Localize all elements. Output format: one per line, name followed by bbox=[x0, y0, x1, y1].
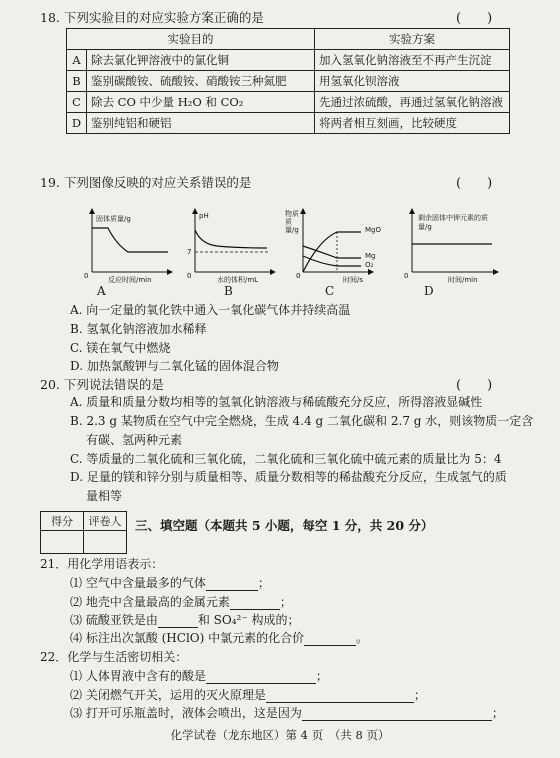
table-row: D 鉴别纯铝和硬铝 将两者相互刻画，比较硬度 bbox=[67, 113, 510, 134]
answer-blank[interactable] bbox=[230, 609, 280, 610]
graph-c: 物质质量/g MgO Mg O₂ 0 时间/s bbox=[285, 208, 395, 292]
grader-cell[interactable] bbox=[84, 531, 127, 554]
table-row: A 除去氯化钾溶液中的氯化铜 加入氢氧化钠溶液至不再产生沉淀 bbox=[67, 50, 510, 71]
graph-b-curve bbox=[195, 230, 267, 248]
graph-c-svg bbox=[285, 208, 395, 288]
q20-option-b: B. 2.3 g 某物质在空气中完全燃烧，生成 4.4 g 二氧化碳和 2.7 g 水，则该物质一定含 bbox=[70, 414, 534, 428]
score-cell[interactable] bbox=[41, 531, 84, 554]
graph-b-letter: B bbox=[224, 284, 233, 298]
q19-option-b: B. 氢氧化钠溶液加水稀释 bbox=[70, 322, 207, 336]
q19-stem: 19. 下列图像反映的对应关系错误的是 bbox=[40, 175, 252, 190]
q20-option-b-cont: 有碳、氢两种元素 bbox=[86, 433, 183, 447]
q22-item-3: ⑶ 打开可乐瓶盖时，液体会喷出，这是因为 ； bbox=[70, 706, 504, 720]
answer-blank[interactable] bbox=[302, 720, 492, 721]
answer-blank[interactable] bbox=[206, 683, 316, 684]
q19-option-c: C. 镁在氧气中燃烧 bbox=[70, 341, 171, 355]
q20-option-d: D. 足量的镁和锌分别与质量相等、质量分数相等的稀盐酸充分反应，生成氢气的质 bbox=[70, 470, 507, 484]
q21-item-4: ⑷ 标注出次氯酸 (HClO) 中氯元素的化合价 。 bbox=[70, 631, 369, 645]
q19-paren: ( ) bbox=[456, 176, 493, 191]
q18-table bbox=[66, 28, 510, 134]
table-header-purpose: 实验目的 bbox=[67, 29, 315, 50]
q20-option-d-cont: 量相等 bbox=[86, 489, 123, 503]
graph-d: 剩余固体中钾元素的质量/g 0 时间/min bbox=[404, 208, 504, 292]
q21-stem: 21．用化学用语表示： bbox=[40, 557, 164, 571]
score-label: 得分 bbox=[41, 512, 84, 531]
graph-d-letter: D bbox=[424, 284, 434, 298]
answer-blank[interactable] bbox=[304, 645, 356, 646]
q21-item-2: ⑵ 地壳中含量最高的金属元素 ； bbox=[70, 595, 292, 609]
q19-option-d: D. 加热氯酸钾与二氧化锰的固体混合物 bbox=[70, 359, 279, 373]
q20-option-a: A. 质量和质量分数均相等的氢氧化钠溶液与稀硫酸充分反应，所得溶液显碱性 bbox=[70, 395, 483, 409]
score-box bbox=[40, 511, 127, 554]
q20-stem: 20. 下列说法错误的是 bbox=[40, 377, 164, 392]
q21-item-1: ⑴ 空气中含量最多的气体 ； bbox=[70, 576, 270, 590]
table-header-plan: 实验方案 bbox=[315, 29, 510, 50]
page-footer: 化学试卷（龙东地区）第 4 页 （共 8 页） bbox=[170, 728, 390, 742]
graph-a-letter: A bbox=[97, 284, 106, 298]
q18-stem: 18. 下列实验目的对应实验方案正确的是 bbox=[40, 10, 264, 25]
q19-option-a: A. 向一定量的氧化铁中通入一氧化碳气体并持续高温 bbox=[70, 303, 351, 317]
answer-blank[interactable] bbox=[158, 627, 198, 628]
graph-a: 固体质量/g 0 反应时间/min bbox=[84, 208, 174, 292]
answer-blank[interactable] bbox=[266, 702, 414, 703]
q22-stem: 22．化学与生活密切相关： bbox=[40, 650, 188, 664]
graph-a-curve bbox=[92, 228, 168, 252]
q21-item-3: ⑶ 硫酸亚铁是由 和 SO₄²⁻ 构成的； bbox=[70, 613, 300, 627]
grader-label: 评卷人 bbox=[84, 512, 127, 531]
q22-item-2: ⑵ 关闭燃气开关，运用的灭火原理是 ； bbox=[70, 688, 426, 702]
answer-blank[interactable] bbox=[206, 590, 258, 591]
graph-b: pH 7 0 水的体积/mL bbox=[187, 208, 277, 292]
section-title: 三、填空题（本题共 5 小题，每空 1 分，共 20 分） bbox=[135, 518, 434, 533]
q20-option-c: C. 等质量的二氧化硫和三氧化硫，二氧化硫和三氧化硫中硫元素的质量比为 5：4 bbox=[70, 452, 502, 466]
q18-paren: ( ) bbox=[456, 11, 493, 26]
graph-c-letter: C bbox=[325, 284, 335, 298]
table-row: C 除去 CO 中少量 H₂O 和 CO₂ 先通过浓硫酸，再通过氢氧化钠溶液 bbox=[67, 92, 510, 113]
q22-item-1: ⑴ 人体胃液中含有的酸是 ； bbox=[70, 669, 328, 683]
q20-paren: ( ) bbox=[456, 378, 493, 393]
table-row: B 鉴别碳酸铵、硫酸铵、硝酸铵三种氮肥 用氢氧化钡溶液 bbox=[67, 71, 510, 92]
